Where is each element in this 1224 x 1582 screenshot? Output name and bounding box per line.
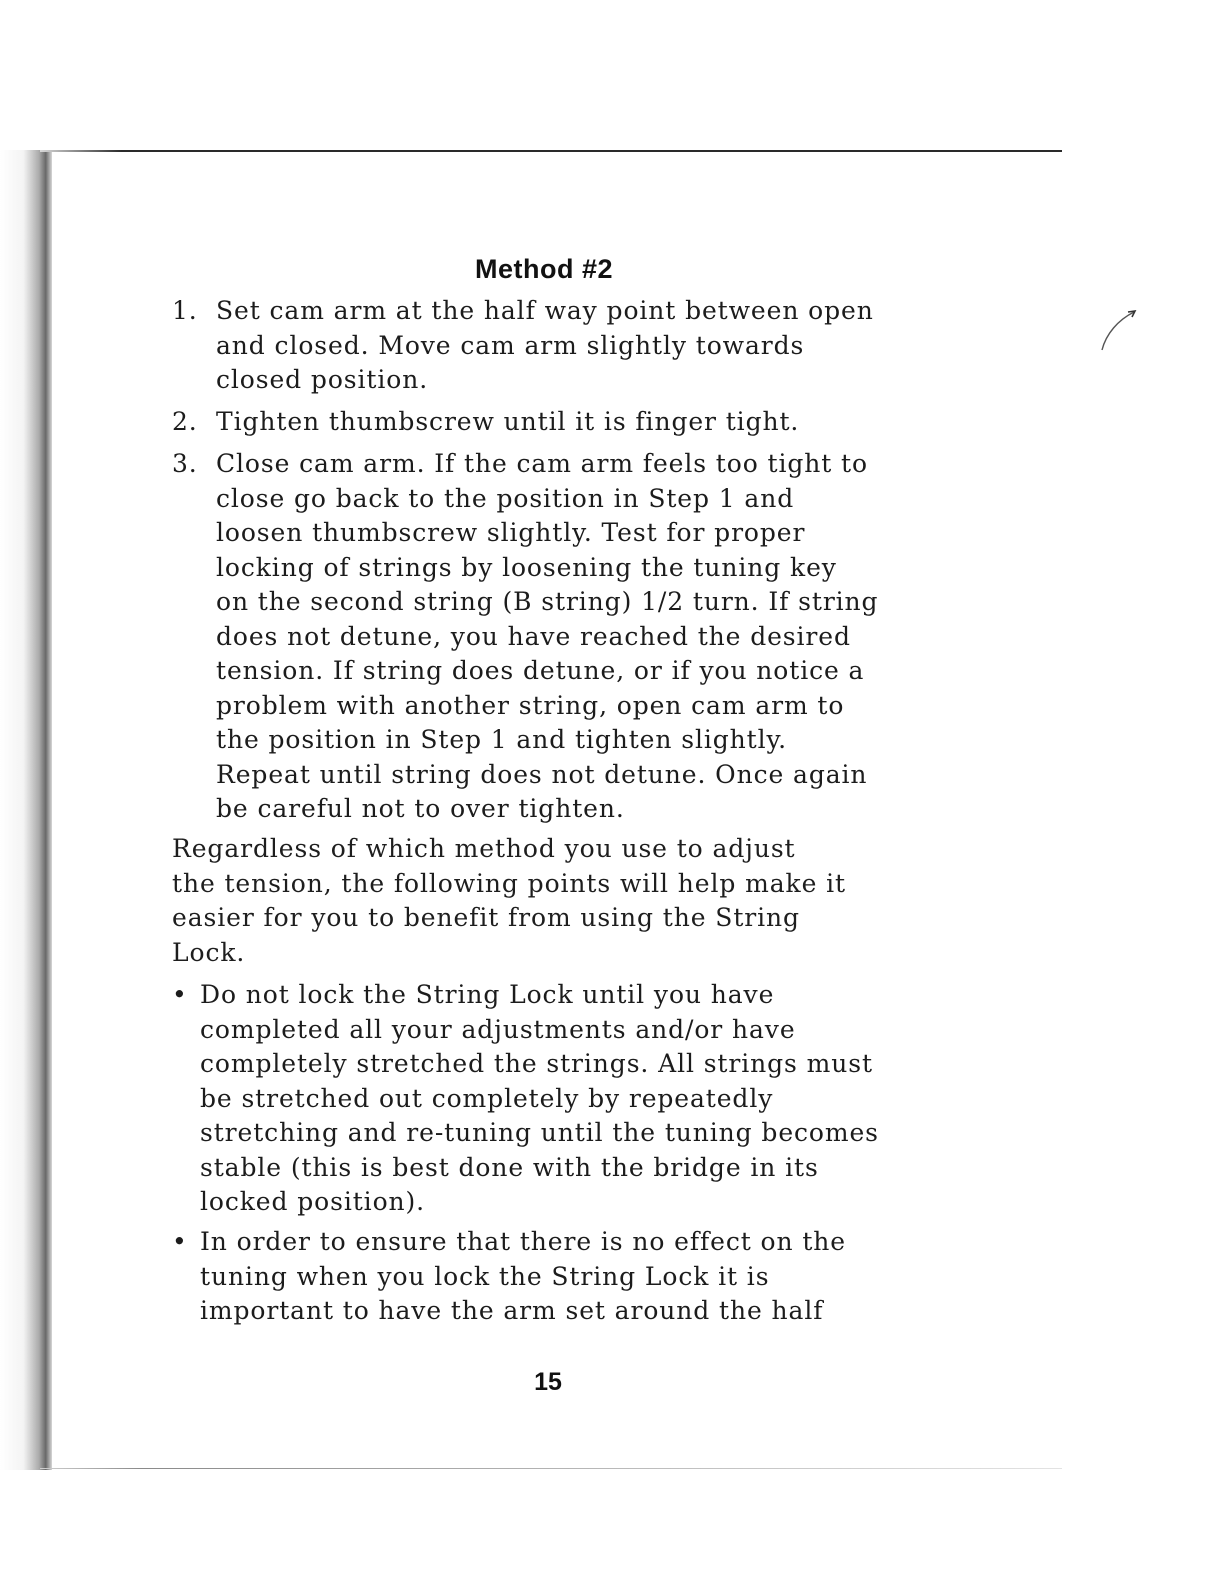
page-number: 15 <box>534 1368 562 1396</box>
bullet-text: In order to ensure that there is no effect on the tuning when you lock the String Lock it is important to have the arm set around the half <box>200 1227 846 1325</box>
step-text: Tighten thumbscrew until it is finger tight. <box>216 407 800 436</box>
scan-binding-shadow <box>0 150 52 1470</box>
bullet-item <box>172 978 942 1220</box>
top-rule <box>40 150 1062 152</box>
step-item <box>172 294 932 398</box>
step-number: 1. <box>172 296 198 325</box>
step-item <box>172 447 932 827</box>
bullet-dot: • <box>172 1227 188 1256</box>
step-number: 3. <box>172 449 198 478</box>
step-number: 2. <box>172 407 198 436</box>
section-heading: Method #2 <box>474 254 613 284</box>
bullet-item <box>172 1225 942 1329</box>
body-paragraph: Regardless of which method you use to adjust the tension, the following points will help make it easier for you to benefit from using the String Lock. <box>172 834 846 967</box>
bullet-dot: • <box>172 980 188 1009</box>
step-text: Close cam arm. If the cam arm feels too tight to close go back to the position in Step 1 and loosen thumbscrew slightly. Test for proper locking of strings by loosening the tuning key on the second string (B string) 1/2 turn. If string does not detune, you have reached the desired tension. If string does detune, or if you notice a problem with another string, open cam arm to the position in Step 1 and tighten slightly. Repeat until string does not detune. Once again be careful not to over tighten. <box>216 449 879 823</box>
step-item <box>172 405 932 440</box>
pencil-mark-icon <box>1098 306 1138 354</box>
bullet-text: Do not lock the String Lock until you have completed all your adjustments and/or have completely stretched the strings. All strings must be stretched out completely by repeatedly stretching and re-tuning until the tuning becomes stable (this is best done with the bridge in its locked position). <box>200 980 879 1216</box>
bottom-rule <box>40 1468 1062 1469</box>
step-text: Set cam arm at the half way point between open and closed. Move cam arm slightly towards closed position. <box>216 296 874 394</box>
